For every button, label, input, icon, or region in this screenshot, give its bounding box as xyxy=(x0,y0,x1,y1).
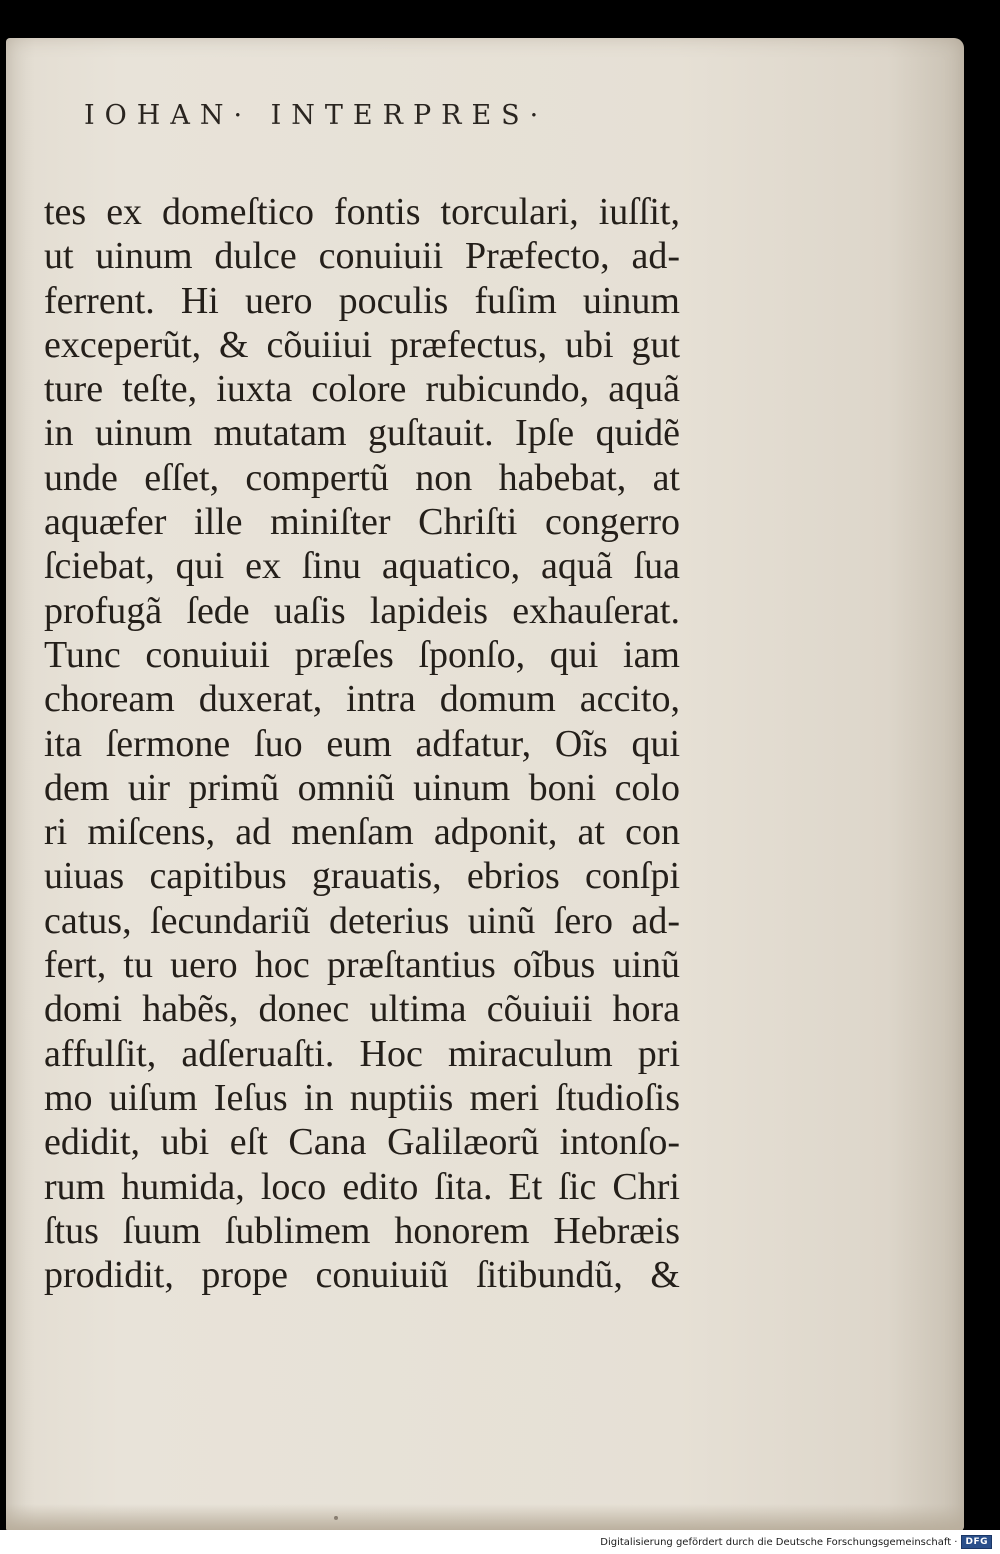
text-line: profugã ſede uaſis lapideis exhauſerat. xyxy=(44,589,680,632)
text-line: mo uiſum Ieſus in nuptiis meri ſtudioſis xyxy=(44,1076,680,1119)
text-line: exceperũt, & cõuiiui præfectus, ubi gut xyxy=(44,323,680,366)
text-line: catus, ſecundariũ deterius uinũ ſero ad- xyxy=(44,899,680,942)
text-line: dem uir primũ omniũ uinum boni colo xyxy=(44,766,680,809)
text-line: uiuas capitibus grauatis, ebrios conſpi xyxy=(44,855,680,898)
text-line: unde eſſet, compertũ non habebat, at xyxy=(44,456,680,499)
page-edge xyxy=(6,1504,964,1532)
text-line: aquæfer ille miniſter Chriſti congerro xyxy=(44,501,680,544)
running-head: IOHAN· INTERPRES· xyxy=(84,100,549,131)
text-line: ferrent. Hi uero poculis fuſim uinum xyxy=(44,279,680,322)
text-line: rum humida, loco edito ſita. Et ſic Chri xyxy=(44,1165,680,1208)
text-line: domi habẽs, donec ultima cõuiuii hora xyxy=(44,988,680,1031)
text-line: fert, tu uero hoc præſtantius oĩbus uinũ xyxy=(44,944,680,987)
text-line: ſtus ſuum ſublimem honorem Hebræis xyxy=(44,1209,680,1252)
text-line: Tunc conuiuii præſes ſponſo, qui iam xyxy=(44,633,680,676)
text-line: ture teſte, iuxta colore rubicundo, aquã xyxy=(44,368,680,411)
text-line: ita ſermone ſuo eum adfatur, Oĩs qui xyxy=(44,722,680,765)
dfg-logo: DFG xyxy=(961,1535,992,1549)
text-block xyxy=(44,190,680,1297)
text-line: ut uinum dulce conuiuii Præfecto, ad- xyxy=(44,235,680,278)
text-line: in uinum mutatam guſtauit. Ipſe quidẽ xyxy=(44,412,680,455)
book-page xyxy=(6,38,964,1532)
text-line: choream duxerat, intra domum accito, xyxy=(44,678,680,721)
text-line: edidit, ubi eſt Cana Galilæorũ intonſo- xyxy=(44,1121,680,1164)
text-line: ſciebat, qui ex ſinu aquatico, aquã ſua xyxy=(44,545,680,588)
text-line: prodidit, prope conuiuiũ ſitibundũ, & xyxy=(44,1254,680,1297)
text-line: affulſit, adſeruaſti. Hoc miraculum pri xyxy=(44,1032,680,1075)
text-line: ri miſcens, ad menſam adponit, at con xyxy=(44,811,680,854)
footer-credit xyxy=(594,1534,994,1550)
credit-text: Digitalisierung gefördert durch die Deutsche Forschungsgemeinschaft · xyxy=(600,1536,958,1548)
text-line: tes ex domeſtico fontis torculari, iuſſit, xyxy=(44,191,680,233)
